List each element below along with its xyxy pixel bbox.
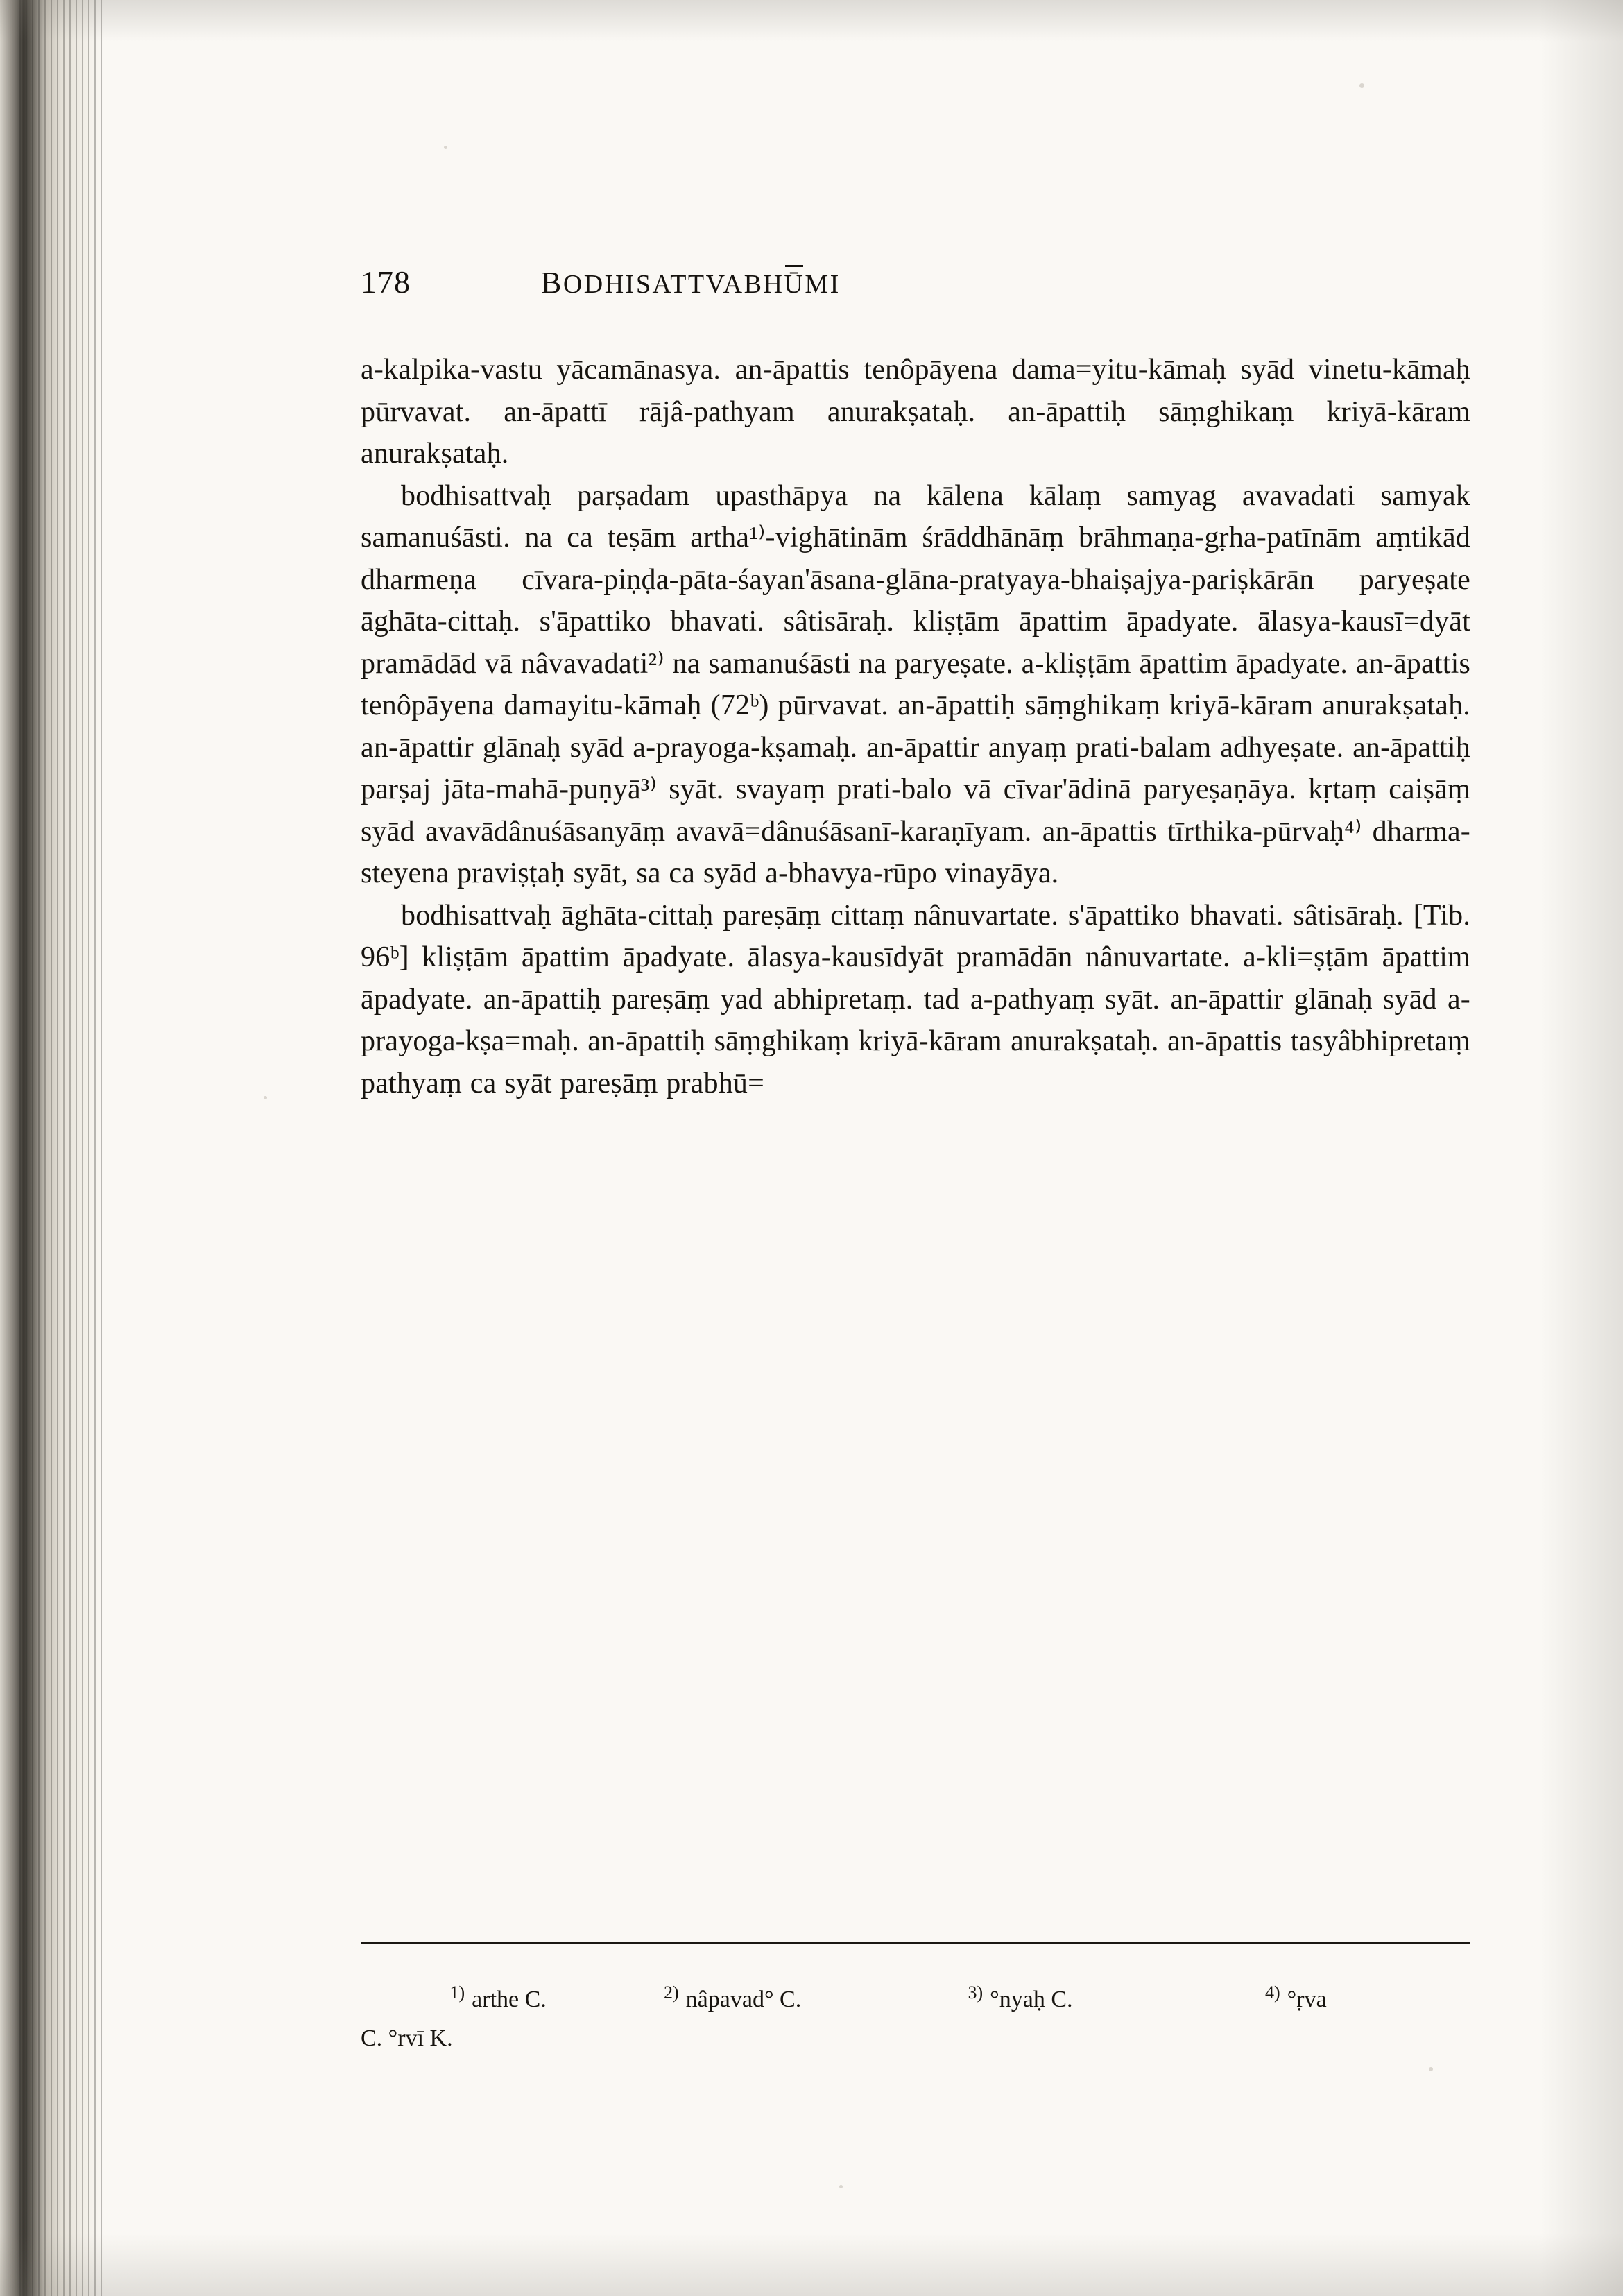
footnote-item-2 [664, 1980, 962, 2019]
footnote-text-1: arthe C. [472, 1987, 547, 2012]
footnote-marker-1: 1) [449, 1982, 465, 2003]
right-edge-shadow [1540, 0, 1623, 2296]
footnote-item-1 [450, 1980, 658, 2019]
bottom-edge-shadow [0, 2234, 1623, 2296]
page-text-block [361, 264, 1470, 1104]
footnote-item-4 [1265, 1980, 1327, 2019]
paragraph-2: bodhisattvaḥ parṣadam upasthāpya na kālena kālaṃ samyag avavadati samyak samanuśāsti. na ca teṣām artha¹⁾-vighātinām śrāddhānāṃ brāhmaṇa-gṛha-patīnām aṃtikād dharmeṇa cīvara-piṇḍa-pāta-śayan'āsana-glāna-pratyaya-bhaiṣajya-pariṣkārān paryeṣate āghāta-cittaḥ. s'āpattiko bhavati. sâtisāraḥ. kliṣṭām āpattim āpadyate. ālasya-kausī=dyāt pramādād vā nâvavadati²⁾ na samanuśāsti na paryeṣate. a-kliṣṭām āpattim āpadyate. an-āpattis tenôpāyena damayitu-kāmaḥ (72ᵇ) pūrvavat. an-āpattiḥ sāṃghikaṃ kriyā-kāram anurakṣataḥ. an-āpattir glānaḥ syād a-prayoga-kṣamaḥ. an-āpattir anyaṃ prati-balam adhyeṣate. an-āpattiḥ parṣaj jāta-mahā-puṇyā³⁾ syāt. svayaṃ prati-balo vā cīvar'ādinā paryeṣaṇāya. kṛtaṃ caiṣāṃ syād avavādânuśāsanyāṃ avavā=dânuśāsanī-karaṇīyam. an-āpattis tīrthika-pūrvaḥ⁴⁾ dharma-steyena praviṣṭaḥ syāt, sa ca syād a-bhavya-rūpo vinayāya. [361, 479, 1470, 889]
footnote-rule [361, 1942, 1470, 1944]
footnote-text-4: °ṛva [1287, 1987, 1327, 2012]
page-number: 178 [361, 264, 411, 300]
footnote-marker-4: 4) [1265, 1982, 1280, 2003]
gutter-striations [19, 0, 103, 2296]
page-header [361, 264, 1470, 300]
paper-speck [1429, 2067, 1433, 2071]
running-title: BODHISATTVABHŪMI [541, 266, 841, 300]
paragraph-3: bodhisattvaḥ āghāta-cittaḥ pareṣāṃ cittaṃ nânuvartate. s'āpattiko bhavati. sâtisāraḥ. [Tib. 96ᵇ] kliṣṭām āpattim āpadyate. ālasya-kausīdyāt pramādān nânuvartate. a-kli=ṣṭām āpattim āpadyate. an-āpattiḥ pareṣāṃ yad abhipretaṃ. tad a-pathyaṃ syāt. an-āpattir glānaḥ syād a-prayoga-kṣa=maḥ. an-āpattiḥ sāṃghikaṃ kriyā-kāram anurakṣataḥ. an-āpattis tasyâbhipretaṃ pathyaṃ ca syāt pareṣāṃ prabhū= [361, 899, 1470, 1099]
binding-gutter [0, 0, 104, 2296]
paper-speck [444, 146, 447, 149]
paragraph-1: a-kalpika-vastu yācamānasya. an-āpattis tenôpāyena dama=yitu-kāmaḥ syād vinetu-kāmaḥ pūrvavat. an-āpattī rājâ-pathyam anurakṣataḥ. an-āpattiḥ sāṃghikaṃ kriyā-kāram anurakṣataḥ. [361, 354, 1470, 470]
paper-speck [839, 2185, 843, 2188]
footnote-marker-2: 2) [664, 1982, 679, 2003]
paper-speck [1359, 83, 1364, 88]
footnote-text-3: °nyaḥ C. [990, 1987, 1073, 2012]
paper-speck [264, 1096, 267, 1099]
footnote-block [361, 1980, 1470, 2058]
footnote-item-3 [968, 1980, 1260, 2019]
footnote-marker-3: 3) [968, 1982, 984, 2003]
footnote-line-1 [361, 1980, 1470, 2019]
footnote-text-2: nâpavad° C. [685, 1987, 802, 2012]
footnote-line-2: C. °rvī K. [361, 2025, 453, 2051]
top-edge-shadow [0, 0, 1623, 42]
